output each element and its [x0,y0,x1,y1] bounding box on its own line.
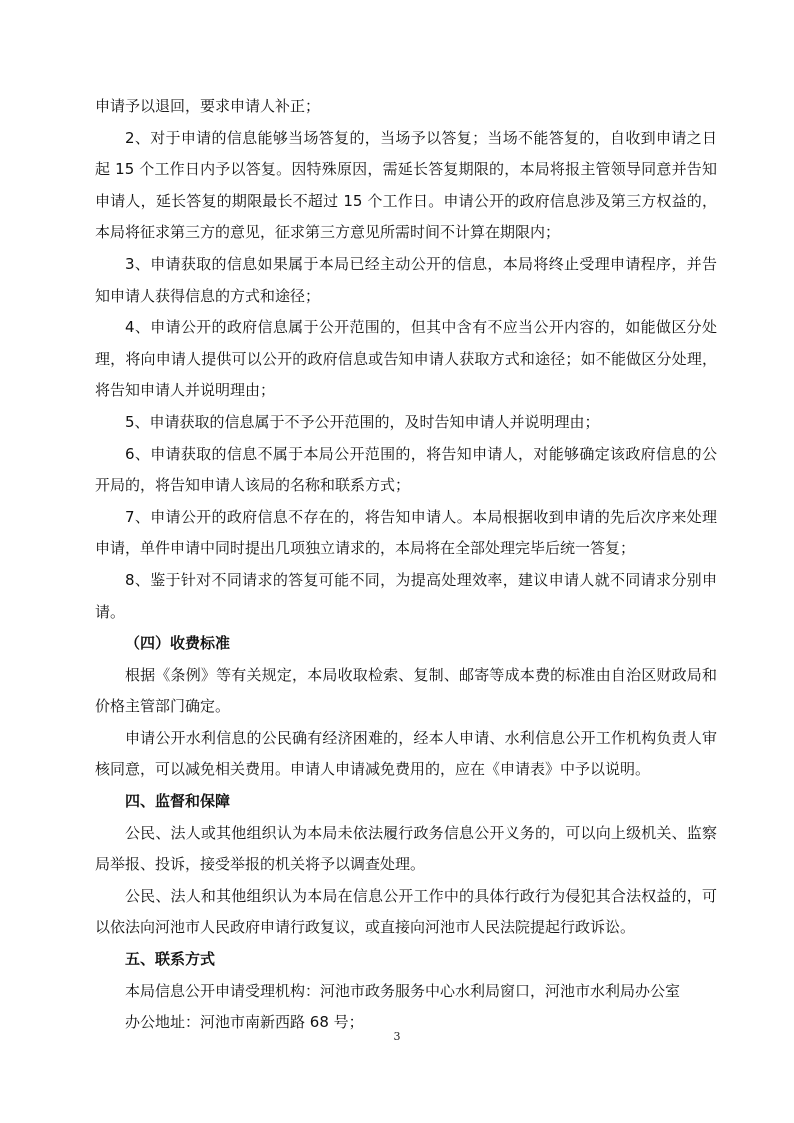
paragraph: 办公地址：河池市南新西路 68 号； [125,1013,364,1032]
paragraph: 公民、法人或其他组织认为本局未依法履行政务信息公开义务的，可以向上级机关、监察局举报、投诉，接受举报的机关将予以调查处理。 [95,823,717,874]
page-number: 3 [393,1030,401,1043]
section-heading: 五、联系方式 [125,950,216,969]
section-heading: （四）收费标准 [125,634,231,653]
paragraph: 3、申请获取的信息如果属于本局已经主动公开的信息，本局将终止受理申请程序，并告知申请人获得信息的方式和途径； [95,254,717,305]
paragraph: 申请公开水利信息的公民确有经济困难的，经本人申请、水利信息公开工作机构负责人审核同意，可以减免相关费用。申请人申请减免费用的，应在《申请表》中予以说明。 [95,728,717,779]
paragraph: 申请予以退回，要求申请人补正； [95,97,321,115]
section-heading: 四、监督和保障 [125,792,231,811]
document-body [95,91,717,1039]
paragraph: 6、申请获取的信息不属于本局公开范围的，将告知申请人，对能够确定该政府信息的公开局的，将告知申请人该局的名称和联系方式； [95,444,717,495]
paragraph: 8、鉴于针对不同请求的答复可能不同，为提高处理效率，建议申请人就不同请求分别申请。 [95,570,717,621]
paragraph: 7、申请公开的政府信息不存在的，将告知申请人。本局根据收到申请的先后次序来处理申请，单件申请中同时提出几项独立请求的，本局将在全部处理完毕后统一答复； [95,507,717,558]
paragraph: 5、申请获取的信息属于不予公开范围的，及时告知申请人并说明理由； [125,412,600,431]
paragraph: 根据《条例》等有关规定，本局收取检索、复制、邮寄等成本费的标准由自治区财政局和价格主管部门确定。 [95,665,717,716]
paragraph: 公民、法人和其他组织认为本局在信息公开工作中的具体行政行为侵犯其合法权益的，可以依法向河池市人民政府申请行政复议，或直接向河池市人民法院提起行政诉讼。 [95,886,717,937]
paragraph: 2、对于申请的信息能够当场答复的，当场予以答复；当场不能答复的，自收到申请之日起 15 个工作日内予以答复。因特殊原因，需延长答复期限的，本局将报主管领导同意并告知申请人，延长答复的期限最长不超过 15 个工作日。申请公开的政府信息涉及第三方权益的，本局将征求第三方的意见，征求第三方意见所需时间不计算在期限内； [95,128,717,242]
paragraph: 本局信息公开申请受理机构：河池市政务服务中心水利局窗口，河池市水利局办公室 [125,981,681,1000]
paragraph: 4、申请公开的政府信息属于公开范围的，但其中含有不应当公开内容的，如能做区分处理，将向申请人提供可以公开的政府信息或告知申请人获取方式和途径；如不能做区分处理，将告知申请人并说明理由； [95,318,717,400]
